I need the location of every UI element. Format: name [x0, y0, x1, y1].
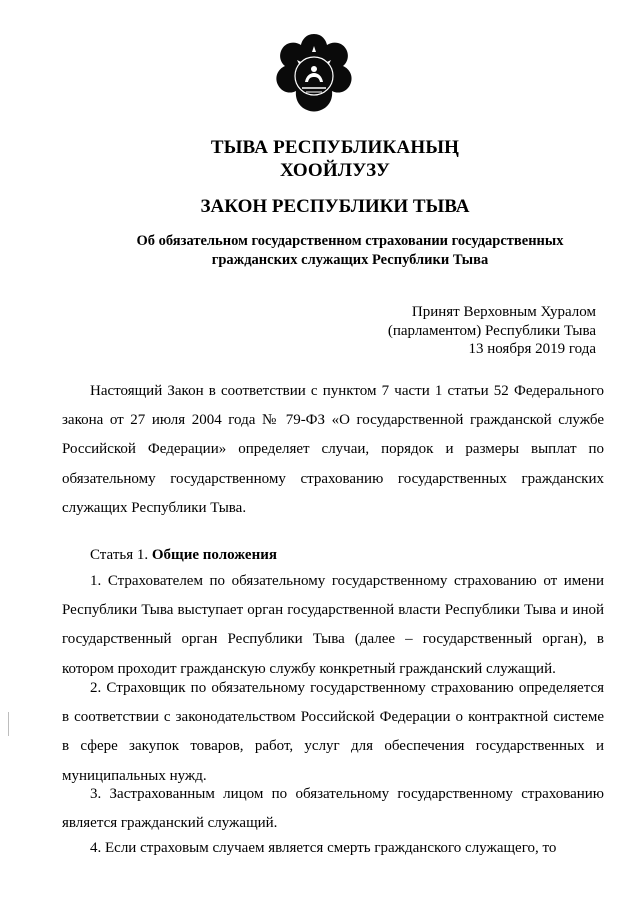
- article-paragraph-1: 1. Страхователем по обязательному государственному страхованию от имени Республики Тыва выступает орган государственной власти Республики Тыва и иной государственный орган Республики Тыва (далее – государственный орган), в котором проходит гражданскую службу конкретный гражданский служащий.: [62, 573, 604, 677]
- adoption-line1: Принят Верховным Хуралом: [411, 304, 596, 320]
- coat-of-arms-emblem: [272, 32, 356, 116]
- header-title-line2: ХООЙЛУЗУ: [279, 160, 391, 181]
- intro-paragraph: Настоящий Закон в соответствии с пунктом 7 части 1 статьи 52 Федерального закона от 27 июля 2004 года № 79-ФЗ «О государственной гражданской службе Российской Федерации» определяет случаи, порядок и размеры выплат по обязательному государственному страхованию государственных гражданских служащих Республики Тыва.: [62, 383, 604, 516]
- article-paragraph-3: 3. Застрахованным лицом по обязательному государственному страхованию является гражданский служащий.: [62, 786, 604, 832]
- law-subject-line2: гражданских служащих Республики Тыва: [211, 252, 489, 268]
- article-heading: [90, 541, 277, 570]
- margin-scan-mark: [8, 712, 9, 736]
- adoption-date: 13 ноября 2019 года: [468, 341, 596, 357]
- article-title: Общие положения: [151, 547, 277, 563]
- article-paragraph-2: 2. Страховщик по обязательному государственному страхованию определяется в соответствии с законодательством Российской Федерации о контрактной системе в сфере закупок товаров, работ, услуг для обеспечения государственных и муниципальных нужд.: [62, 680, 604, 784]
- article-paragraph-4: 4. Если страховым случаем является смерть гражданского служащего, то: [90, 840, 557, 856]
- article-label: Статья 1.: [90, 547, 152, 563]
- adoption-note: [388, 303, 596, 359]
- adoption-line2: (парламентом) Республики Тыва: [387, 322, 596, 339]
- header-title-line1: ТЫВА РЕСПУБЛИКАНЫҢ: [210, 137, 460, 158]
- law-subject-line1: Об обязательном государственном страховании государственных: [136, 233, 564, 249]
- law-title: ЗАКОН РЕСПУБЛИКИ ТЫВА: [200, 196, 470, 217]
